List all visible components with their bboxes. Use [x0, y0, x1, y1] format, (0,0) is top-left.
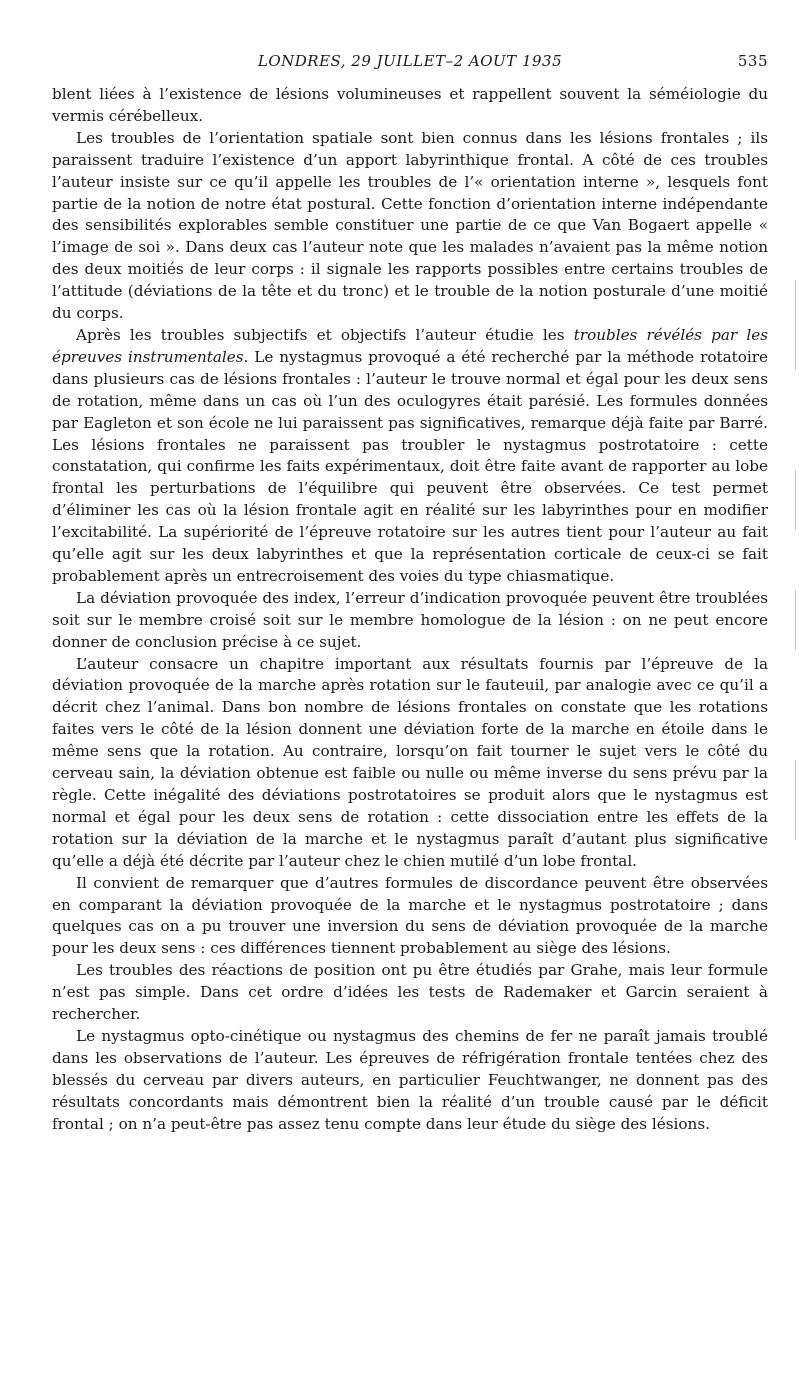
paragraph-continued: blent liées à l’existence de lésions volumineuses et rappellent souvent la séméiologie du vermis cérébelleux.	[52, 85, 768, 125]
paragraph-index-deviation: La déviation provoquée des index, l’erreur d’indication provoquée peuvent être troublées soit sur le membre croisé soit sur le membre homologue de la lésion : on ne peut encore donner de conclusion précise à ce sujet.	[52, 588, 768, 651]
paragraph-discordance: Il convient de remarquer que d’autres formules de discordance peuvent être observées en comparant la déviation provoquée de la marche et le nystagmus postrotatoire ; dans quelques cas on a pu trouver une inversion du sens de déviation provoquée de la marche pour les deux sens : ces différences tiennent probablement au siège des lésions.	[52, 873, 768, 958]
scan-margin-mark	[795, 760, 796, 840]
scan-margin-mark	[795, 590, 796, 650]
paragraph-optokinetic: Le nystagmus opto-cinétique ou nystagmus des chemins de fer ne paraît jamais troublé dans les observations de l’auteur. Les épreuves de réfrigération frontale tentées chez des blessés du cerveau par divers auteurs, en particulier Feuchtwanger, ne donnent pas des résultats concordants mais démontrent bien la réalité d’un trouble causé par le déficit frontal ; on n’a peut-être pas assez tenu compte dans leur étude du siège des lésions.	[52, 1026, 768, 1133]
running-title: LONDRES, 29 JUILLET–2 AOUT 1935	[257, 52, 563, 70]
running-header	[52, 52, 768, 78]
paragraph-position-reactions: Les troubles des réactions de position ont pu être étudiés par Grahe, mais leur formule n’est pas simple. Dans cet ordre d’idées les tests de Rademaker et Garcin seraient à rechercher.	[52, 961, 768, 1024]
paragraph-orientation: Les troubles de l’orientation spatiale sont bien connus dans les lésions frontales ; ils paraissent traduire l’existence d’un apport labyrinthique frontal. A côté de ces troubles l’auteur insiste sur ce qu’il appelle les troubles de l’« orientation interne », lesquels font partie de la notion de notre état postural. Cette fonction d’orientation interne indépendante des sensibilités explorables semble constituer une partie de ce que Van Bogaert appelle « l’image de soi ». Dans deux cas l’auteur note que les malades n’avaient pas la même notion des deux moitiés de leur corps : il signale les rapports possibles entre certains troubles de l’attitude (déviations de la tête et du tronc) et le trouble de la notion posturale d’une moitié du corps.	[52, 128, 768, 323]
paragraph-walking-deviation: L’auteur consacre un chapitre important aux résultats fournis par l’épreuve de la déviation provoquée de la marche après rotation sur le fauteuil, par analogie avec ce qu’il a décrit chez l’animal. Dans bon nombre de lésions frontales on constate que les rotations faites vers le côté de la lésion donnent une déviation forte de la marche en étoile dans le même sens que la rotation. Au contraire, lorsqu’on fait tourner le sujet vers le côté du cerveau sain, la déviation obtenue est faible ou nulle ou même inverse du sens prévu par la règle. Cette inégalité des déviations postrotatoires se produit alors que le nystagmus est normal et égal pour les deux sens de rotation : cette dissociation entre les effets de la rotation sur la déviation de la marche et le nystagmus paraît d’autant plus significative qu’elle a déjà été décrite par l’auteur chez le chien mutilé d’un lobe frontal.	[52, 654, 768, 870]
paragraph-instrumental-tests	[52, 325, 768, 588]
page-number: 535	[737, 52, 768, 70]
body-text	[52, 84, 768, 1136]
scan-margin-mark	[795, 280, 796, 370]
emphasized-phrase: troubles révélés par les épreuves instrumentales	[52, 325, 768, 366]
paragraph-instrumental-tests-rest: . Le nystagmus provoqué a été recherché par la méthode rotatoire dans plusieurs cas de lésions frontales : l’auteur le trouve normal et égal pour les deux sens de rotation, même dans un cas où l’un des oculogyres était parésié. Les formules données par Eagleton et son école ne lui paraissent pas significatives, remarque déjà faite par Barré. Les lésions frontales ne paraissent pas troubler le nystagmus postrotatoire : cette constatation, qui confirme les faits expérimentaux, doit être faite avant de rapporter au lobe frontal les perturbations de l’équilibre qui peuvent être observées. Ce test permet d’éliminer les cas où la lésion frontale agit en réalité sur les labyrinthes pour en modifier l’excitabilité. La supériorité de l’épreuve rotatoire sur les autres tient pour l’auteur au fait qu’elle agit sur les deux labyrinthes et que la représentation corticale de ceux-ci se fait probablement après un entrecroisement des voies du type chiasmatique.	[52, 347, 768, 585]
paragraph-instrumental-tests-start: Après les troubles subjectifs et objectifs l’auteur étudie les	[76, 325, 574, 344]
journal-page	[52, 52, 768, 1136]
scan-margin-mark	[795, 470, 796, 530]
